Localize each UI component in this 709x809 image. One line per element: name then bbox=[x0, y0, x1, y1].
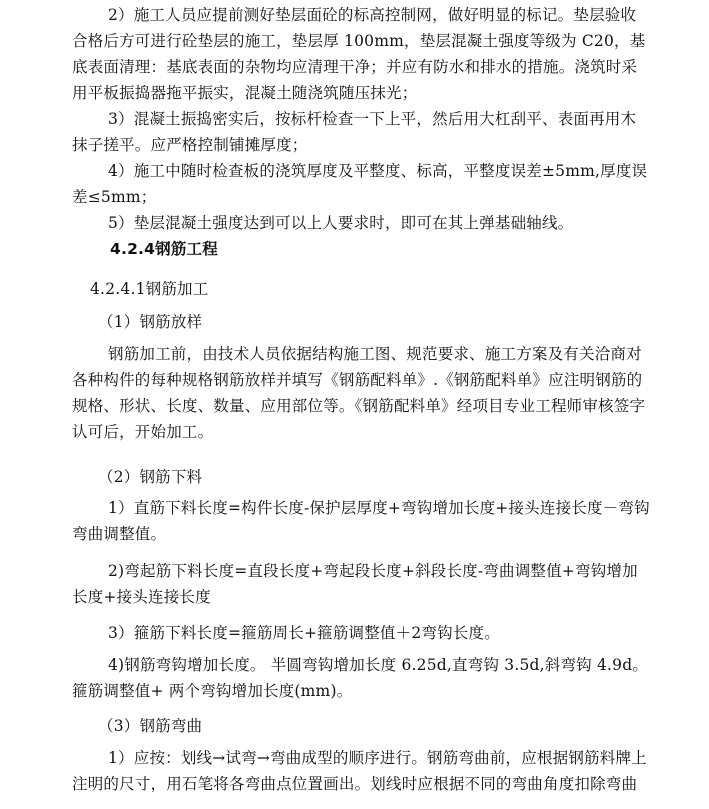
item-heading-rebar-layout: （1）钢筋放样 bbox=[98, 313, 203, 331]
subsection-heading-rebar-processing: 4.2.4.1钢筋加工 bbox=[90, 280, 209, 298]
section-heading-rebar-works: 4.2.4钢筋工程 bbox=[110, 240, 218, 258]
item-heading-rebar-cutting: （2）钢筋下料 bbox=[98, 468, 203, 486]
paragraph-bending-procedure: 1）应按：划线→试弯→弯曲成型的顺序进行。钢筋弯曲前，应根据钢筋料牌上注明的尺寸，用石笔将各弯曲点位置画出。划线时应根据不同的弯曲角度扣除弯曲 bbox=[72, 749, 647, 793]
paragraph-cushion-elevation: 2）施工人员应提前测好垫层面砼的标高控制网，做好明显的标记。垫层验收合格后方可进行砼垫层的施工，垫层厚 100mm，垫层混凝土强度等级为 C20，基底表面清理：基底表面的杂物均应清理干净；并应有防水和排水的措施。浇筑时采用平板振捣器拖平振实，混凝土随浇筑随压抹光； bbox=[72, 6, 646, 102]
paragraph-bent-bar-length: 2)弯起筋下料长度=直段长度+弯起段长度+斜段长度-弯曲调整值+弯钩增加长度+接头连接长度 bbox=[72, 562, 638, 606]
paragraph-stirrup-length: 3）箍筋下料长度=箍筋周长+箍筋调整值＋2弯钩长度。 bbox=[108, 624, 500, 642]
paragraph-vibration-leveling: 3）混凝土振捣密实后，按标杆检查一下上平，然后用大杠刮平、表面再用木抹子搓平。应严格控制铺摊厚度； bbox=[72, 110, 637, 154]
paragraph-straight-bar-length: 1）直筋下料长度=构件长度-保护层厚度+弯钩增加长度+接头连接长度－弯钩弯曲调整值。 bbox=[72, 499, 650, 543]
paragraph-hook-length: 4)钢筋弯钩增加长度。 半圆弯钩增加长度 6.25d,直弯钩 3.5d,斜弯钩 4.9d。箍筋调整值+ 两个弯钩增加长度(mm)。 bbox=[72, 656, 649, 700]
paragraph-rebar-layout: 钢筋加工前，由技术人员依据结构施工图、规范要求、施工方案及有关洽商对各种构件的每种规格钢筋放样并填写《钢筋配料单》.《钢筋配料单》应注明钢筋的规格、形状、长度、数量、应用部位等。《钢筋配料单》经项目专业工程师审核签字认可后，开始加工。 bbox=[72, 345, 646, 441]
item-heading-rebar-bending: （3）钢筋弯曲 bbox=[98, 717, 203, 735]
paragraph-thickness-check: 4）施工中随时检查板的浇筑厚度及平整度、标高，平整度误差±5mm,厚度误差≤5mm； bbox=[72, 162, 648, 206]
paragraph-strength-axis: 5）垫层混凝土强度达到可以上人要求时，即可在其上弹基础轴线。 bbox=[108, 214, 574, 232]
